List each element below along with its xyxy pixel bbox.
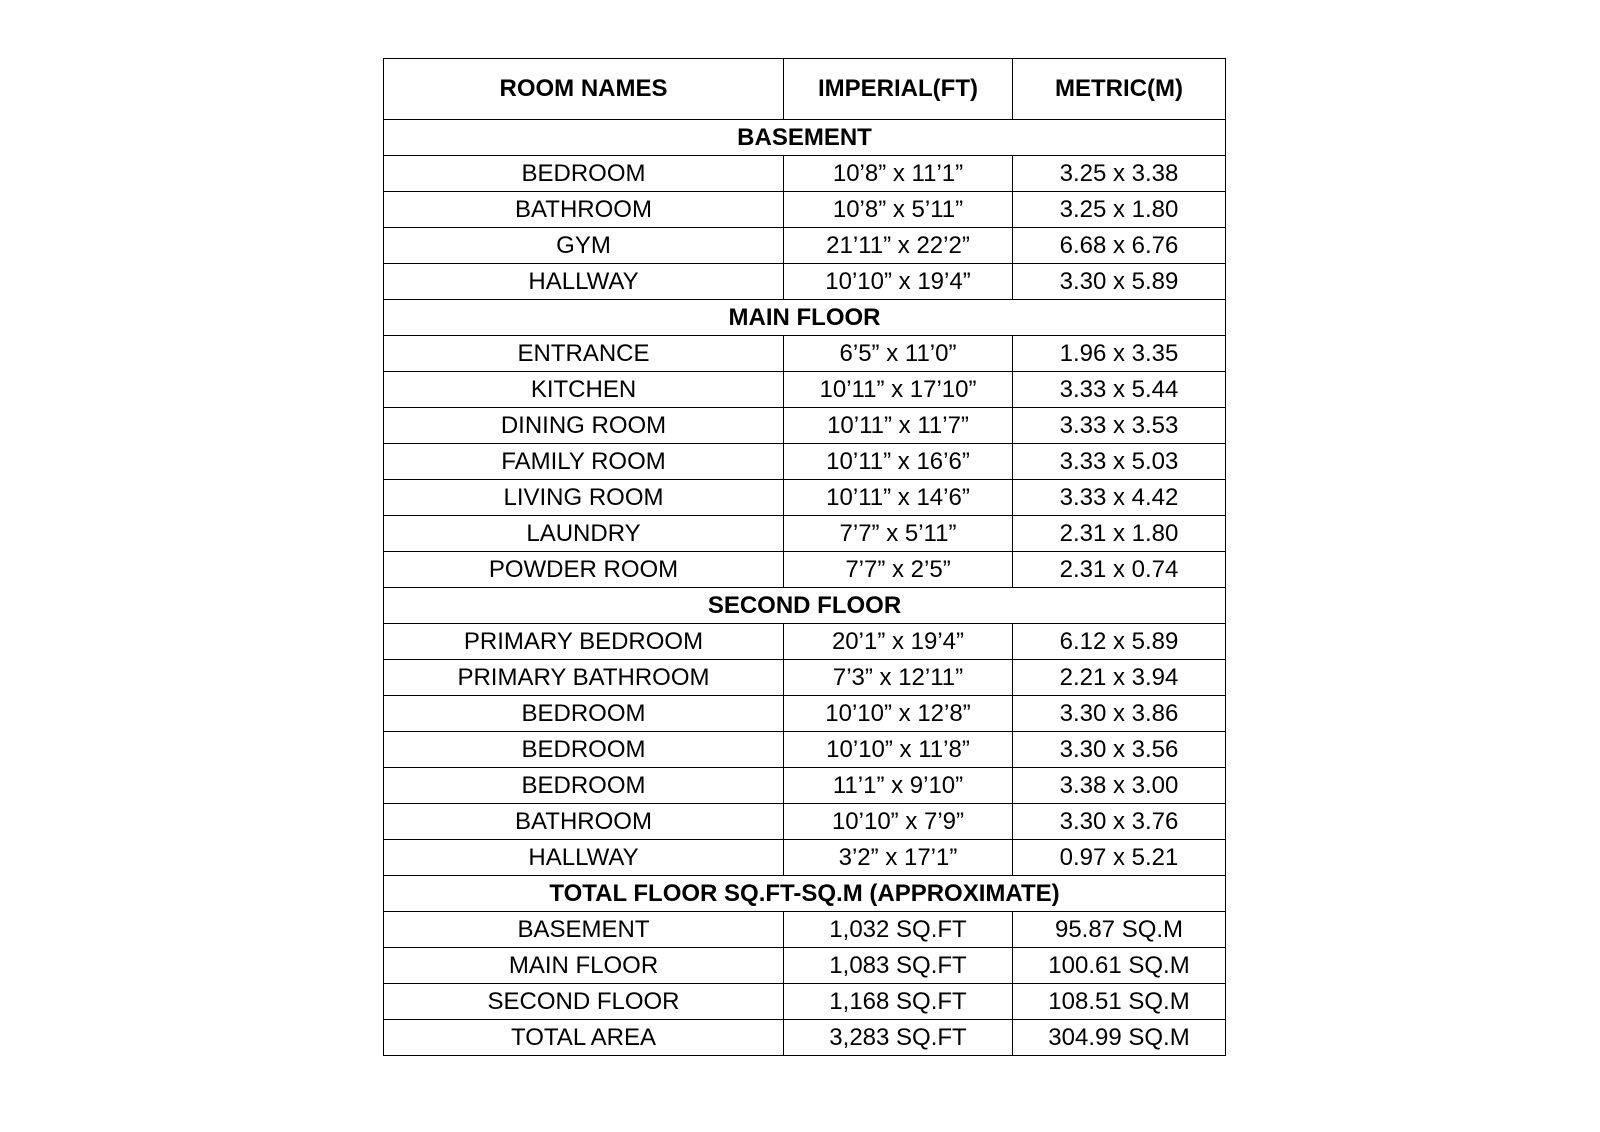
- table-row: [384, 768, 1226, 804]
- room-dimensions-table: [383, 58, 1226, 1056]
- metric-cell: 3.30 x 3.76: [1013, 804, 1226, 840]
- room-name-cell: BASEMENT: [384, 912, 784, 948]
- table-row: [384, 444, 1226, 480]
- section-title: MAIN FLOOR: [384, 300, 1226, 336]
- table-row: [384, 156, 1226, 192]
- imperial-cell: 1,032 SQ.FT: [784, 912, 1013, 948]
- metric-cell: 2.21 x 3.94: [1013, 660, 1226, 696]
- metric-cell: 3.33 x 3.53: [1013, 408, 1226, 444]
- metric-cell: 100.61 SQ.M: [1013, 948, 1226, 984]
- table-row: [384, 696, 1226, 732]
- imperial-cell: 21’11” x 22’2”: [784, 228, 1013, 264]
- room-name-cell: SECOND FLOOR: [384, 984, 784, 1020]
- metric-cell: 2.31 x 1.80: [1013, 516, 1226, 552]
- room-name-cell: POWDER ROOM: [384, 552, 784, 588]
- table-row: [384, 948, 1226, 984]
- imperial-cell: 10’11” x 14’6”: [784, 480, 1013, 516]
- section-header-row: [384, 120, 1226, 156]
- table-row: [384, 912, 1226, 948]
- room-name-cell: PRIMARY BEDROOM: [384, 624, 784, 660]
- section-title: SECOND FLOOR: [384, 588, 1226, 624]
- imperial-cell: 7’7” x 2’5”: [784, 552, 1013, 588]
- table-row: [384, 408, 1226, 444]
- metric-cell: 2.31 x 0.74: [1013, 552, 1226, 588]
- metric-cell: 6.68 x 6.76: [1013, 228, 1226, 264]
- table-row: [384, 480, 1226, 516]
- section-header-row: [384, 876, 1226, 912]
- section-title: BASEMENT: [384, 120, 1226, 156]
- imperial-cell: 10’10” x 19’4”: [784, 264, 1013, 300]
- room-name-cell: FAMILY ROOM: [384, 444, 784, 480]
- metric-cell: 3.30 x 3.56: [1013, 732, 1226, 768]
- header-row: [384, 59, 1226, 120]
- metric-cell: 3.30 x 5.89: [1013, 264, 1226, 300]
- imperial-cell: 7’3” x 12’11”: [784, 660, 1013, 696]
- section-header-row: [384, 588, 1226, 624]
- metric-cell: 108.51 SQ.M: [1013, 984, 1226, 1020]
- table-row: [384, 624, 1226, 660]
- room-name-cell: HALLWAY: [384, 840, 784, 876]
- metric-cell: 6.12 x 5.89: [1013, 624, 1226, 660]
- table-row: [384, 372, 1226, 408]
- room-name-cell: HALLWAY: [384, 264, 784, 300]
- table-row: [384, 840, 1226, 876]
- room-name-cell: BEDROOM: [384, 732, 784, 768]
- table-row: [384, 552, 1226, 588]
- metric-cell: 3.30 x 3.86: [1013, 696, 1226, 732]
- metric-cell: 1.96 x 3.35: [1013, 336, 1226, 372]
- room-name-cell: BATHROOM: [384, 192, 784, 228]
- section-title: TOTAL FLOOR SQ.FT-SQ.M (APPROXIMATE): [384, 876, 1226, 912]
- imperial-cell: 3,283 SQ.FT: [784, 1020, 1013, 1056]
- imperial-cell: 3’2” x 17’1”: [784, 840, 1013, 876]
- table-row: [384, 516, 1226, 552]
- table-row: [384, 984, 1226, 1020]
- imperial-cell: 10’11” x 17’10”: [784, 372, 1013, 408]
- room-name-cell: LAUNDRY: [384, 516, 784, 552]
- imperial-cell: 11’1” x 9’10”: [784, 768, 1013, 804]
- room-name-cell: LIVING ROOM: [384, 480, 784, 516]
- table-row: [384, 264, 1226, 300]
- metric-cell: 304.99 SQ.M: [1013, 1020, 1226, 1056]
- table-row: [384, 192, 1226, 228]
- room-name-cell: GYM: [384, 228, 784, 264]
- metric-cell: 3.38 x 3.00: [1013, 768, 1226, 804]
- imperial-cell: 10’8” x 5’11”: [784, 192, 1013, 228]
- room-name-cell: BEDROOM: [384, 768, 784, 804]
- metric-cell: 0.97 x 5.21: [1013, 840, 1226, 876]
- table-header: [384, 59, 1226, 120]
- imperial-cell: 10’10” x 7’9”: [784, 804, 1013, 840]
- metric-cell: 3.25 x 1.80: [1013, 192, 1226, 228]
- imperial-cell: 20’1” x 19’4”: [784, 624, 1013, 660]
- table-row: [384, 804, 1226, 840]
- table-row: [384, 1020, 1226, 1056]
- imperial-cell: 10’11” x 16’6”: [784, 444, 1013, 480]
- header-metric: METRIC(M): [1013, 59, 1226, 120]
- table-body: [384, 120, 1226, 1056]
- imperial-cell: 10’11” x 11’7”: [784, 408, 1013, 444]
- table-row: [384, 660, 1226, 696]
- room-name-cell: PRIMARY BATHROOM: [384, 660, 784, 696]
- metric-cell: 3.33 x 4.42: [1013, 480, 1226, 516]
- room-name-cell: DINING ROOM: [384, 408, 784, 444]
- imperial-cell: 10’10” x 12’8”: [784, 696, 1013, 732]
- table-row: [384, 732, 1226, 768]
- metric-cell: 3.25 x 3.38: [1013, 156, 1226, 192]
- imperial-cell: 1,168 SQ.FT: [784, 984, 1013, 1020]
- metric-cell: 3.33 x 5.03: [1013, 444, 1226, 480]
- imperial-cell: 10’10” x 11’8”: [784, 732, 1013, 768]
- header-imperial: IMPERIAL(FT): [784, 59, 1013, 120]
- room-name-cell: BATHROOM: [384, 804, 784, 840]
- room-name-cell: MAIN FLOOR: [384, 948, 784, 984]
- table-row: [384, 336, 1226, 372]
- room-name-cell: BEDROOM: [384, 156, 784, 192]
- metric-cell: 3.33 x 5.44: [1013, 372, 1226, 408]
- section-header-row: [384, 300, 1226, 336]
- imperial-cell: 1,083 SQ.FT: [784, 948, 1013, 984]
- room-name-cell: BEDROOM: [384, 696, 784, 732]
- imperial-cell: 6’5” x 11’0”: [784, 336, 1013, 372]
- imperial-cell: 10’8” x 11’1”: [784, 156, 1013, 192]
- room-name-cell: KITCHEN: [384, 372, 784, 408]
- room-name-cell: ENTRANCE: [384, 336, 784, 372]
- header-room-names: ROOM NAMES: [384, 59, 784, 120]
- imperial-cell: 7’7” x 5’11”: [784, 516, 1013, 552]
- metric-cell: 95.87 SQ.M: [1013, 912, 1226, 948]
- table-row: [384, 228, 1226, 264]
- room-name-cell: TOTAL AREA: [384, 1020, 784, 1056]
